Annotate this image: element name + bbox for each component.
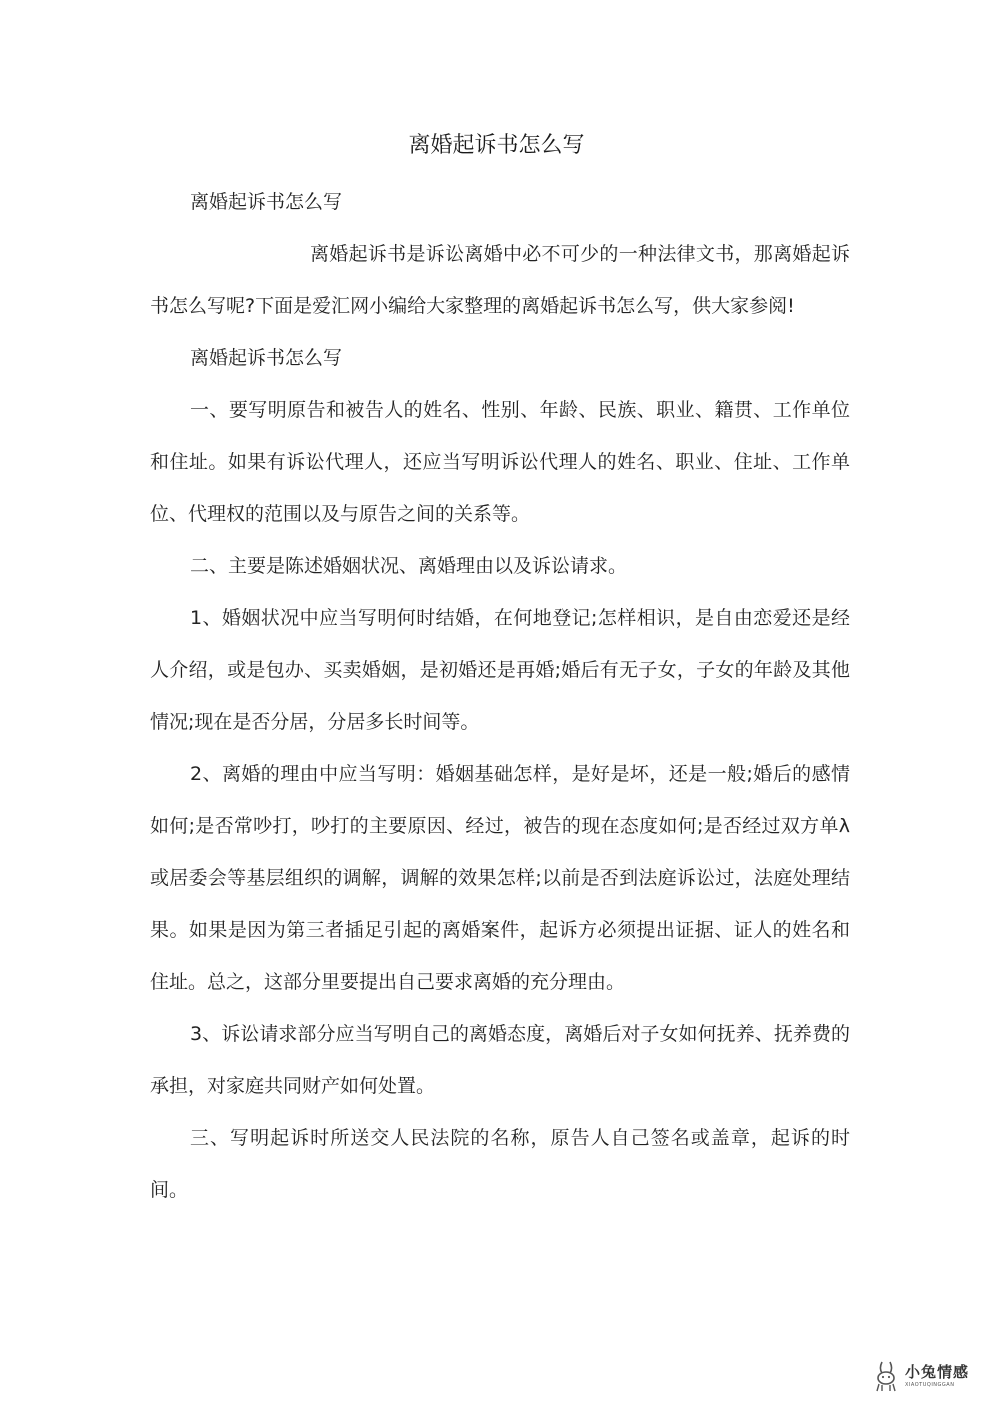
paragraph-intro: 离婚起诉书是诉讼离婚中必不可少的一种法律文书，那离婚起诉书怎么写呢?下面是爱汇网小编给大家整理的离婚起诉书怎么写，供大家参阅! (150, 243, 850, 317)
paragraph-item-2: 二、主要是陈述婚姻状况、离婚理由以及诉讼请求。 (190, 555, 628, 577)
watermark-name-cn: 小兔情感 (905, 1362, 970, 1381)
paragraph-subitem-1: 1、婚姻状况中应当写明何时结婚，在何地登记;怎样相识，是自由恋爱还是经人介绍，或是包办、买卖婚姻，是初婚还是再婚;婚后有无子女，子女的年龄及其他情况;现在是否分居，分居多长时间等。 (150, 607, 850, 733)
watermark (873, 1356, 983, 1396)
paragraph-subitem-3: 3、诉讼请求部分应当写明自己的离婚态度，离婚后对子女如何抚养、抚养费的承担，对家庭共同财产如何处置。 (150, 1023, 850, 1097)
document-title: 离婚起诉书怎么写 (408, 133, 585, 158)
watermark-text (905, 1362, 970, 1388)
paragraph-subitem-2: 2、离婚的理由中应当写明：婚姻基础怎样，是好是坏，还是一般;婚后的感情如何;是否常吵打，吵打的主要原因、经过，被告的现在态度如何;是否经过双方单λ或居委会等基层组织的调解，调解的效果怎样;以前是否到法庭诉讼过，法庭处理结果。如果是因为第三者插足引起的离婚案件，起诉方必须提出证据、证人的姓名和住址。总之，这部分里要提出自己要求离婚的充分理由。 (150, 763, 850, 993)
paragraph-item-1: 一、要写明原告和被告人的姓名、性别、年龄、民族、职业、籍贯、工作单位和住址。如果有诉讼代理人，还应当写明诉讼代理人的姓名、职业、住址、工作单位、代理权的范围以及与原告之间的关系等。 (150, 399, 850, 525)
document-body (150, 176, 850, 1216)
watermark-name-en: XIAOTUQINGGAN (905, 1381, 955, 1388)
paragraph-item-3: 三、写明起诉时所送交人民法院的名称，原告人自己签名或盖章，起诉的时间。 (150, 1127, 850, 1201)
rabbit-logo-icon (873, 1360, 901, 1392)
paragraph-subtitle: 离婚起诉书怎么写 (190, 191, 343, 213)
paragraph-section-heading: 离婚起诉书怎么写 (190, 347, 343, 369)
